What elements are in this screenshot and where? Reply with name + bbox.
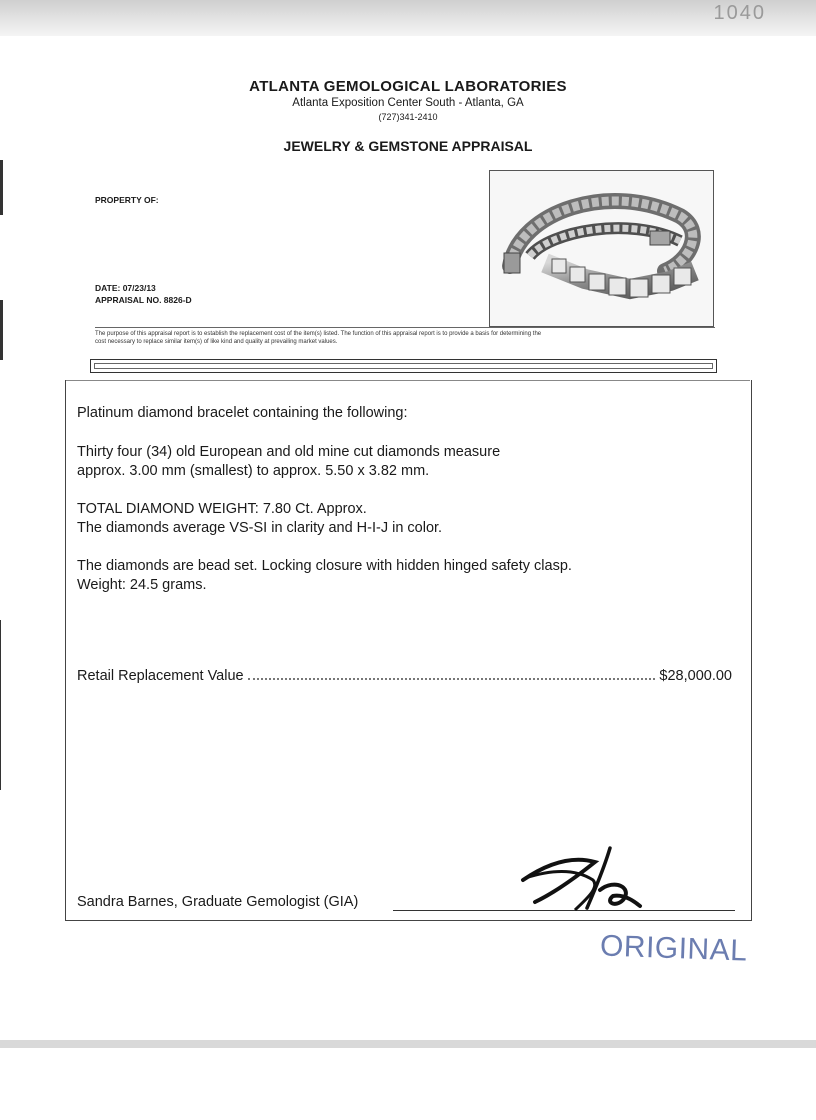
appraisal-number: APPRAISAL NO. 8826-D	[95, 295, 192, 305]
scan-edge-mark	[0, 620, 1, 790]
scan-border-bottom	[0, 1040, 816, 1048]
document-title: JEWELRY & GEMSTONE APPRAISAL	[283, 138, 533, 154]
divider-bar	[90, 359, 717, 373]
scan-border-top	[0, 0, 816, 36]
purpose-line-1: The purpose of this appraisal report is to establish the replacement cost of the item(s) listed. The function of this appraisal report is to provide a basis for determining the	[95, 331, 542, 337]
scan-edge-mark	[0, 160, 3, 215]
scan-edge-mark	[0, 300, 3, 360]
lab-phone: (727)341-2410	[378, 112, 438, 122]
item-intro: Platinum diamond bracelet containing the following:	[77, 405, 408, 421]
signature-image	[515, 840, 645, 915]
bracelet-image	[490, 171, 713, 326]
retail-value-amount: $28,000.00	[659, 668, 732, 684]
purpose-statement	[95, 331, 715, 346]
property-of-label: PROPERTY OF:	[95, 195, 159, 205]
purpose-line-2: cost necessary to replace similar item(s) of like kind and quality at prevailing market values.	[95, 338, 338, 345]
appraiser-name: Sandra Barnes, Graduate Gemologist (GIA)	[77, 894, 359, 910]
date-field: DATE: 07/23/13	[95, 283, 156, 293]
original-stamp: ORIGINAL	[599, 929, 748, 968]
diamonds-line-2: approx. 3.00 mm (smallest) to approx. 5.50 x 3.82 mm.	[77, 463, 430, 479]
quality-line: The diamonds average VS-SI in clarity and H-I-J in color.	[77, 520, 443, 536]
retail-value-label: Retail Replacement Value	[77, 668, 244, 684]
lab-name: ATLANTA GEMOLOGICAL LABORATORIES	[249, 78, 567, 95]
retail-value-row	[77, 668, 732, 684]
grams-line: Weight: 24.5 grams.	[77, 577, 207, 593]
scan-corner-number: 1040	[713, 2, 766, 24]
diamonds-line-1: Thirty four (34) old European and old mine cut diamonds measure	[77, 444, 501, 460]
total-weight: TOTAL DIAMOND WEIGHT: 7.80 Ct. Approx.	[77, 501, 367, 517]
lab-address: Atlanta Exposition Center South - Atlanta, GA	[292, 97, 524, 109]
purpose-rule	[95, 327, 715, 328]
dot-leader	[248, 678, 656, 680]
setting-line: The diamonds are bead set. Locking closure with hidden hinged safety clasp.	[77, 558, 572, 574]
bracelet-photo	[489, 170, 714, 327]
